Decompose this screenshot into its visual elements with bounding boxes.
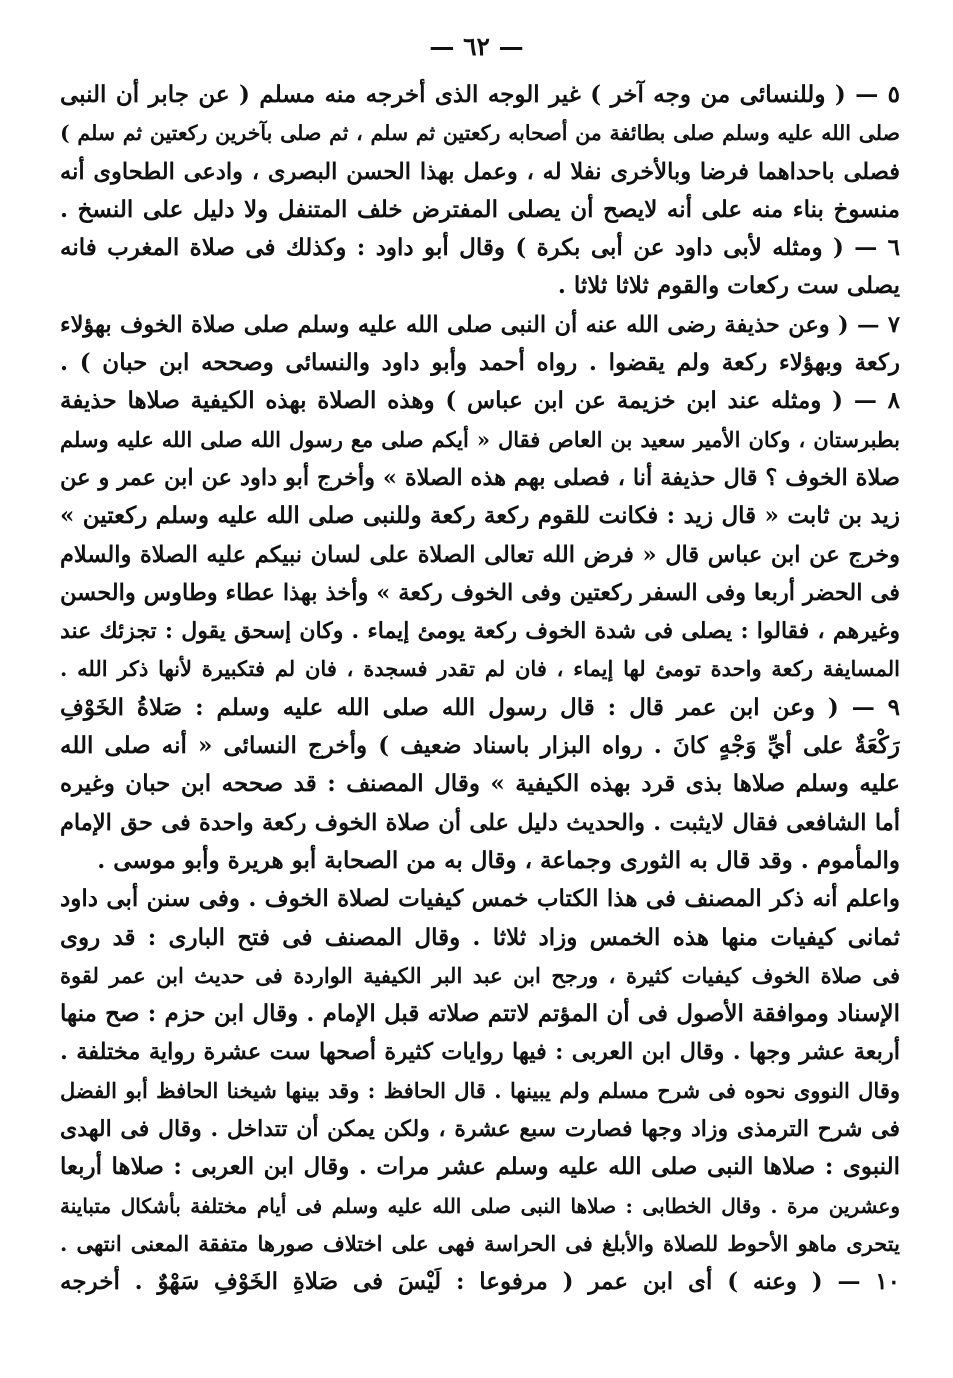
text-line: وغيرهم ، فقالوا : يصلى فى شدة الخوف ركعة يومئ إيماء . وكان إسحق يقول : تجزئك عند <box>60 618 900 645</box>
text-line: ركعة وبهؤلاء ركعة ولم يقضوا . رواه أحمد وأبو داود والنسائى وصححه ابن حبان ) . <box>60 349 900 377</box>
text-line: رَكْعَةٌ على أيِّ وَجْهٍ كانَ . رواه البزار باسناد ضعيف ) وأخرج النسائى « أنه صلى الله <box>60 732 900 760</box>
text-line: يصلى ست ركعات والقوم ثلاثا ثلاثا . <box>557 272 900 300</box>
text-line: صلى الله عليه وسلم صلى بطائفة من أصحابه ركعتين ثم سلم ، ثم صلى بآخرين ركعتين ثم سلم ) <box>60 121 900 146</box>
text-line: عليه وسلم صلاها بذى قرد بهذه الكيفية » وقال المصنف : قد صححه ابن حبان وغيره <box>60 770 900 798</box>
text-line: وعشرين مرة . وقال الخطابى : صلاها النبى صلى الله عليه وسلم فى أيام مختلفة بأشكال متباينة <box>60 1193 900 1218</box>
text-line: فصلى باحداهما فرضا وبالأخرى نفلا له ، وعمل بهذا الحسن البصرى ، وادعى الطحاوى أنه <box>60 158 900 185</box>
text-line: منسوخ بناء منه على أنه لايصح أن يصلى المفترض خلف المتنفل ولا دليل على النسخ . <box>60 195 900 223</box>
text-line: أربعة عشر وجها . وقال ابن العربى : فيها روايات كثيرة أصحها ست عشرة رواية مختلفة . <box>60 1039 900 1066</box>
text-line: ٦ — ( ومثله لأبى داود عن أبى بكرة ) وقال أبو داود : وكذلك فى صلاة المغرب فانه <box>60 234 900 262</box>
text-line: النبوى : صلاها النبى صلى الله عليه وسلم عشر مرات . وقال ابن العربى : صلاها أربعا <box>60 1153 900 1181</box>
text-line: صلاة الخوف ؟ قال حذيفة أنا ، فصلى بهم هذه الصلاة » وأخرج أبو داود عن ابن عمر و عن <box>60 464 900 491</box>
text-line: فى الحضر أربعا وفى السفر ركعتين وفى الخوف ركعة » وأخذ بهذا عطاء وطاوس والحسن <box>60 579 900 606</box>
text-line: وقال النووى نحوه فى شرح مسلم ولم يبينها . قال الحافظ : وقد بينها شيخنا الحافظ أبو الفضل <box>60 1077 900 1103</box>
text-line: ٧ — ( وعن حذيفة رضى الله عنه أن النبى صلى الله عليه وسلم صلى صلاة الخوف بهؤلاء <box>60 311 900 338</box>
text-line: فى صلاة الخوف كيفيات كثيرة ، ورجح ابن عبد البر الكيفية الواردة فى حديث ابن عمر لقوة <box>60 962 900 988</box>
text-line: الإسناد وموافقة الأصول فى أن المؤتم لاتتم صلاته قبل الإمام . وقال ابن حزم : صح منها <box>60 1000 900 1028</box>
text-line: والمأموم . وقد قال به الثورى وجماعة ، وقال به من الصحابة أبو هريرة وأبو موسى . <box>97 846 900 874</box>
text-line: واعلم أنه ذكر المصنف فى هذا الكتاب خمس كيفيات لصلاة الخوف . وفى سنن أبى داود <box>60 885 900 913</box>
text-line: بطبرستان ، وكان الأمير سعيد بن العاص فقال « أيكم صلى مع رسول الله صلى الله عليه وسلم <box>60 426 900 452</box>
text-line: المسايفة ركعة واحدة تومئ لها إيماء ، فان لم تقدر فسجدة ، فان لم فتكبيرة لأنها ذكر الله . <box>60 656 900 682</box>
text-line: ٩ — ( وعن ابن عمر قال : قال رسول الله صلى الله عليه وسلم : صَلاةُ الخَوْفِ <box>60 693 900 721</box>
text-line: زيد بن ثابت « قال زيد : فكانت للقوم ركعة ركعة وللنبى صلى الله عليه وسلم ركعتين » <box>60 502 900 530</box>
text-line: ١٠ — ( وعنه ) أى ابن عمر ( مرفوعا : لَيْسَ فى صَلاةِ الخَوْفِ سَهْوٌ . أخرجه <box>60 1268 900 1296</box>
body-text <box>60 76 900 1302</box>
text-line: أما الشافعى فقال لايثبت . والحديث دليل على أن صلاة الخوف ركعة واحدة فى حق الإمام <box>60 809 900 836</box>
text-line: ٥ — ( وللنسائى من وجه آخر ) غير الوجه الذى أخرجه منه مسلم ( عن جابر أن النبى <box>60 81 900 108</box>
text-line: يتحرى ماهو الأحوط للصلاة والأبلغ فى الحراسة فهى على اختلاف صورها متفقة المعنى انتهى . <box>60 1230 900 1256</box>
text-line: ٨ — ( ومثله عند ابن خزيمة عن ابن عباس ) وهذه الصلاة بهذه الكيفية صلاها حذيفة <box>60 387 900 415</box>
text-line: ثمانى كيفيات منها هذه الخمس وزاد ثلاثا . وقال المصنف فى فتح البارى : قد روى <box>60 923 900 951</box>
text-line: فى شرح الترمذى وزاد وجها فصارت سبع عشرة ، ولكن يمكن أن تتداخل . وقال فى الهدى <box>60 1116 900 1143</box>
text-line: وخرج عن ابن عباس قال « فرض الله تعالى الصلاة على لسان نبيكم عليه الصلاة والسلام <box>60 541 900 568</box>
page-number: — ٦٢ — <box>429 32 524 61</box>
